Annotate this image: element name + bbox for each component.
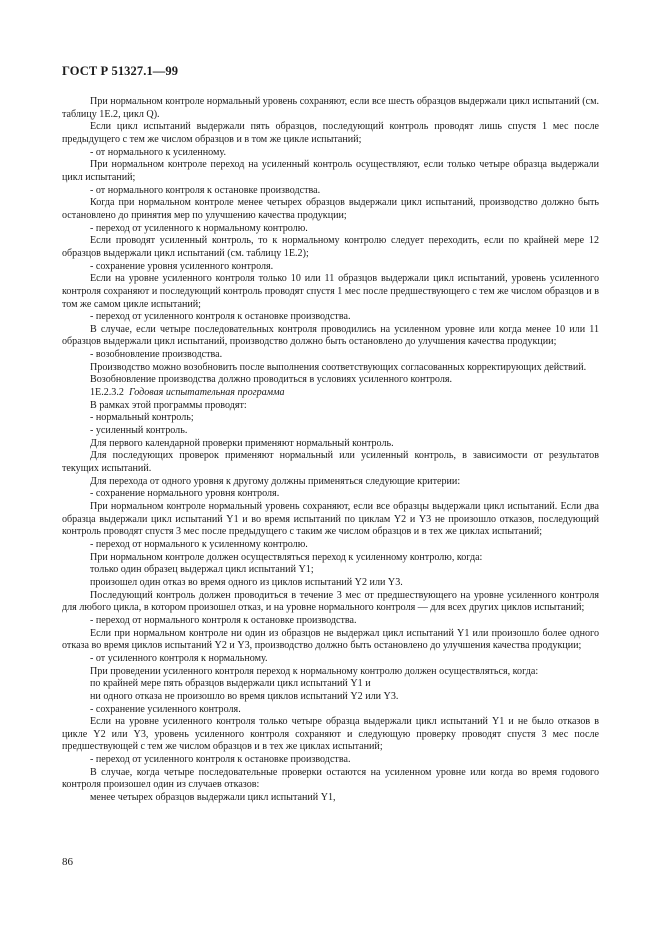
paragraph: Если проводят усиленный контроль, то к нормальному контролю следует переходить, если по крайней мере 12 образцов выдержали цикл испытаний (см. таблицу 1Е.2);	[62, 235, 599, 259]
paragraph: по крайней мере пять образцов выдержали цикл испытаний Y1 и	[90, 678, 371, 690]
paragraph: - переход от нормального к усиленному контролю.	[90, 538, 308, 550]
paragraph: При нормальном контроле переход на усиленный контроль осуществляют, если только четыре образца выдержали цикл испытаний;	[62, 159, 599, 183]
paragraph: Когда при нормальном контроле менее четырех образцов выдержали цикл испытаний, производство должно быть остановлено до принятия мер по улучшению качества продукции;	[62, 197, 599, 221]
paragraph: В случае, если четыре последовательных контроля проводились на усиленном уровне или когда менее 10 или 11 образцов выдержали цикл испытаний, производство должно быть остановлено до улучшения качества продукции;	[62, 323, 599, 348]
paragraph: Если при нормальном контроле ни один из образцов не выдержал цикл испытаний Y1 или произошло более одного отказа во время циклов испытаний Y2 и Y3, производство должно быть остановлено до улучшения качества продукции;	[62, 627, 599, 652]
paragraph: При нормальном контроле нормальный уровень сохраняют, если все шесть образцов выдержали цикл испытаний (см. таблицу 1Е.2, цикл Q).	[62, 96, 599, 120]
paragraph: произошел один отказ во время одного из циклов испытаний Y2 или Y3.	[90, 576, 403, 588]
paragraph: - нормальный контроль;	[90, 412, 194, 424]
paragraph: Последующий контроль должен проводиться в течение 3 мес от предшествующего на уровне усиленного контроля для любого цикла, в котором произошел отказ, и на уровне нормального контроля — для всех других циклов испытаний;	[62, 589, 599, 614]
paragraph: При нормальном контроле нормальный уровень сохраняют, если все образцы выдержали цикл испытаний. Если два образца выдержали цикл испытаний Y1 и во время испытаний по циклам Y2 и Y3 не произошло отказов, последующий контроль проводят спустя 3 мес после предыдущего с таким же числом образцов и в тех же циклах испытаний;	[62, 501, 599, 538]
section-number: 1Е.2.3.2	[90, 387, 124, 399]
paragraph: - переход от усиленного к нормальному контролю.	[90, 222, 308, 234]
paragraph: При проведении усиленного контроля переход к нормальному контролю должен осуществляться, когда:	[90, 665, 539, 677]
standard-header: ГОСТ Р 51327.1—99	[62, 64, 179, 78]
paragraph: - сохранение усиленного контроля.	[90, 703, 241, 715]
paragraph: Производство можно возобновить после выполнения соответствующих согласованных корректирующих действий.	[90, 361, 587, 373]
section-title: Годовая испытательная программа	[128, 387, 285, 399]
section-heading	[62, 387, 599, 400]
paragraph: - сохранение нормального уровня контроля.	[90, 488, 280, 500]
paragraph: - переход от усиленного контроля к остановке производства.	[90, 311, 351, 323]
paragraph: ни одного отказа не произошло во время циклов испытаний Y2 или Y3.	[90, 690, 399, 702]
paragraph: - переход от нормального контроля к остановке производства.	[90, 614, 357, 626]
document-body	[62, 96, 599, 805]
paragraph: При нормальном контроле должен осуществляться переход к усиленному контролю, когда:	[90, 551, 483, 563]
paragraph: менее четырех образцов выдержали цикл испытаний Y1,	[90, 792, 336, 804]
paragraph: Для последующих проверок применяют нормальный или усиленный контроль, в зависимости от результатов текущих испытаний.	[62, 450, 599, 475]
paragraph: В рамках этой программы проводят:	[90, 399, 247, 411]
paragraph: - от усиленного контроля к нормальному.	[90, 652, 268, 664]
paragraph: - усиленный контроль.	[90, 425, 188, 437]
page-number: 86	[62, 856, 73, 868]
paragraph: Для первого календарной проверки применяют нормальный контроль.	[90, 437, 394, 449]
paragraph: Если на уровне усиленного контроля только четыре образца выдержали цикл испытаний Y1 и не было отказов в цикле Y2 или Y3, уровень усиленного контроля сохраняют и следующую проверку проводят спустя 3 мес после предшествующей с тем же числом образцов и в тех же циклах испытаний;	[62, 716, 599, 753]
paragraph: только один образец выдержал цикл испытаний Y1;	[90, 564, 314, 576]
paragraph: В случае, когда четыре последовательные проверки остаются на усиленном уровне или когда во время годового контроля произошел один из случаев отказов:	[62, 766, 599, 791]
paragraph: - от нормального к усиленному.	[90, 146, 226, 158]
paragraph: - от нормального контроля к остановке производства.	[90, 184, 321, 196]
paragraph: Если цикл испытаний выдержали пять образцов, последующий контроль проводят лишь спустя 1 мес после предыдущего с тем же числом образцов и в том же цикле испытаний;	[62, 121, 599, 145]
paragraph: Возобновление производства должно проводиться в условиях усиленного контроля.	[90, 374, 453, 386]
paragraph: - возобновление производства.	[90, 349, 223, 361]
paragraph: - сохранение уровня усиленного контроля.	[90, 260, 274, 272]
paragraph: Для перехода от одного уровня к другому должны применяться следующие критерии:	[90, 475, 461, 487]
paragraph: Если на уровне усиленного контроля только 10 или 11 образцов выдержали цикл испытаний, уровень усиленного контроля сохраняют и последующий контроль проводят спустя 1 мес после предшествующего с тем же числом образцов и в том же самом цикле испытаний;	[62, 273, 599, 310]
paragraph: - переход от усиленного контроля к остановке производства.	[90, 754, 351, 766]
